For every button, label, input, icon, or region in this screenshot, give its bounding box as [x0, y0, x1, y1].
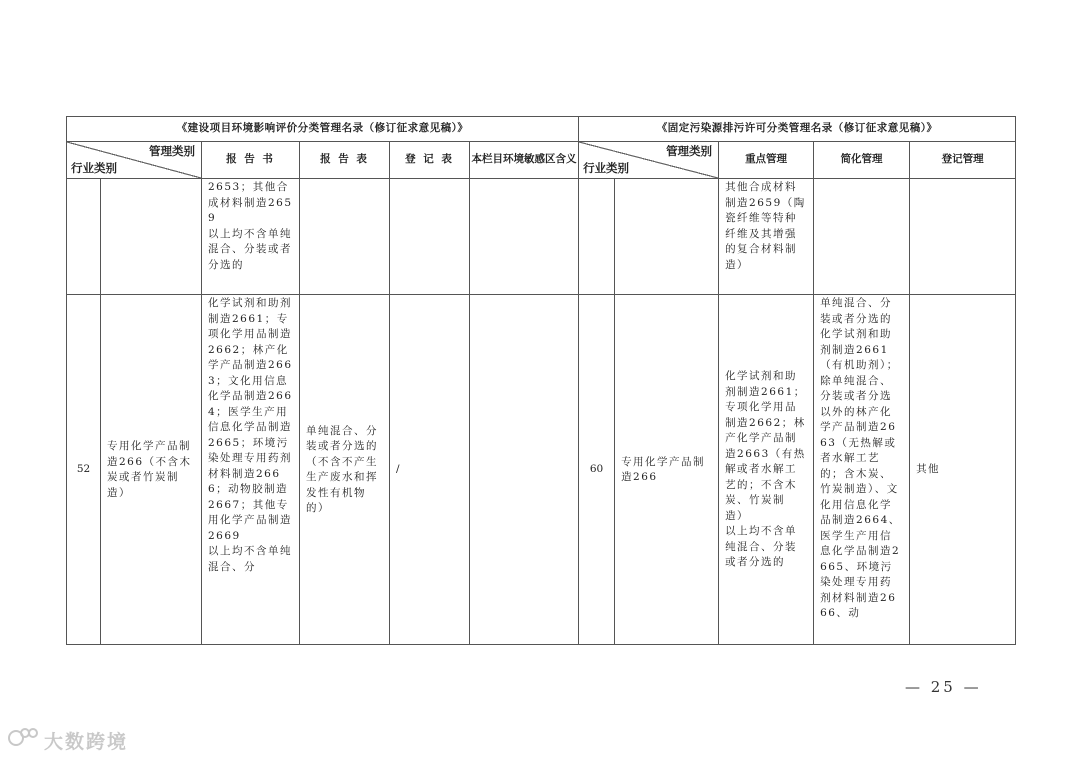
row1-key-management: 其他合成材料制造2659（陶瓷纤维等特种纤维及其增强的复合材料制造）: [719, 179, 814, 295]
page-number: — 25 —: [905, 678, 982, 696]
left-diag-bottom: 行业类别: [71, 160, 117, 175]
header-report-book: 报 告 书: [202, 142, 300, 179]
row2-left-number: 52: [67, 295, 101, 645]
table-cell: [615, 179, 719, 295]
table-cell: [910, 179, 1016, 295]
left-diag-top: 管理类别: [149, 144, 195, 158]
table-cell: [300, 179, 390, 295]
right-title: 《固定污染源排污许可分类管理名录（修订征求意见稿）》: [579, 117, 1016, 142]
header-simple-management: 简化管理: [814, 142, 910, 179]
table-cell: [101, 179, 202, 295]
row2-left-industry: 专用化学产品制造266（不含木炭或者竹炭制造）: [101, 295, 202, 645]
brand-logo-icon: [8, 726, 38, 754]
row2-register-management: 其他: [910, 295, 1016, 645]
header-sensitive-area: 本栏目环境敏感区含义: [470, 142, 579, 179]
row2-report-table: 单纯混合、分装或者分选的（不含不产生生产废水和挥发性有机物的）: [300, 295, 390, 645]
table-cell: [814, 179, 910, 295]
left-diagonal-header: [67, 142, 202, 179]
row2-right-number: 60: [579, 295, 615, 645]
row2-register-form: /: [390, 295, 470, 645]
header-report-table: 报 告 表: [300, 142, 390, 179]
header-register-management: 登记管理: [910, 142, 1016, 179]
watermark: [8, 726, 128, 754]
table-cell: [67, 179, 101, 295]
row2-report-book: 化学试剂和助剂制造2661；专项化学用品制造2662；林产化学产品制造2663；文化用信息化学品制造2664；医学生产用信息化学品制造2665；环境污染处理专用药剂材料制造2666；动物胶制造2667；其他专用化学产品制造2669 以上均不含单纯混合、分: [202, 295, 300, 645]
table-cell: [470, 179, 579, 295]
table-cell: [579, 179, 615, 295]
table-cell: [470, 295, 579, 645]
row1-report-book: 2653；其他合成材料制造2659 以上均不含单纯混合、分装或者分选的: [202, 179, 300, 295]
watermark-text: 大数跨境: [44, 730, 129, 753]
header-key-management: 重点管理: [719, 142, 814, 179]
row2-key-management: 化学试剂和助剂制造2661；专项化学用品制造2662；林产化学产品制造2663（有热解或者水解工艺的；不含木炭、竹炭制造） 以上均不含单纯混合、分装或者分选的: [719, 295, 814, 645]
table-cell: [390, 179, 470, 295]
right-diag-top: 管理类别: [666, 144, 713, 158]
right-diag-bottom: 行业类别: [583, 160, 630, 175]
header-register-form: 登 记 表: [390, 142, 470, 179]
row2-right-industry: 专用化学产品制造266: [615, 295, 719, 645]
classification-table: [66, 116, 1016, 645]
right-diagonal-header: [579, 142, 719, 179]
row2-simple-management: 单纯混合、分装或者分选的化学试剂和助剂制造2661（有机助剂）；除单纯混合、分装或者分选以外的林产化学产品制造2663（无热解或者水解工艺的；含木炭、竹炭制造）、文化用信息化学品制造2664、医学生产用信息化学品制造2665、环境污染处理专用药剂材料制造2666、动: [814, 295, 910, 645]
left-title: 《建设项目环境影响评价分类管理名录（修订征求意见稿）》: [67, 117, 579, 142]
